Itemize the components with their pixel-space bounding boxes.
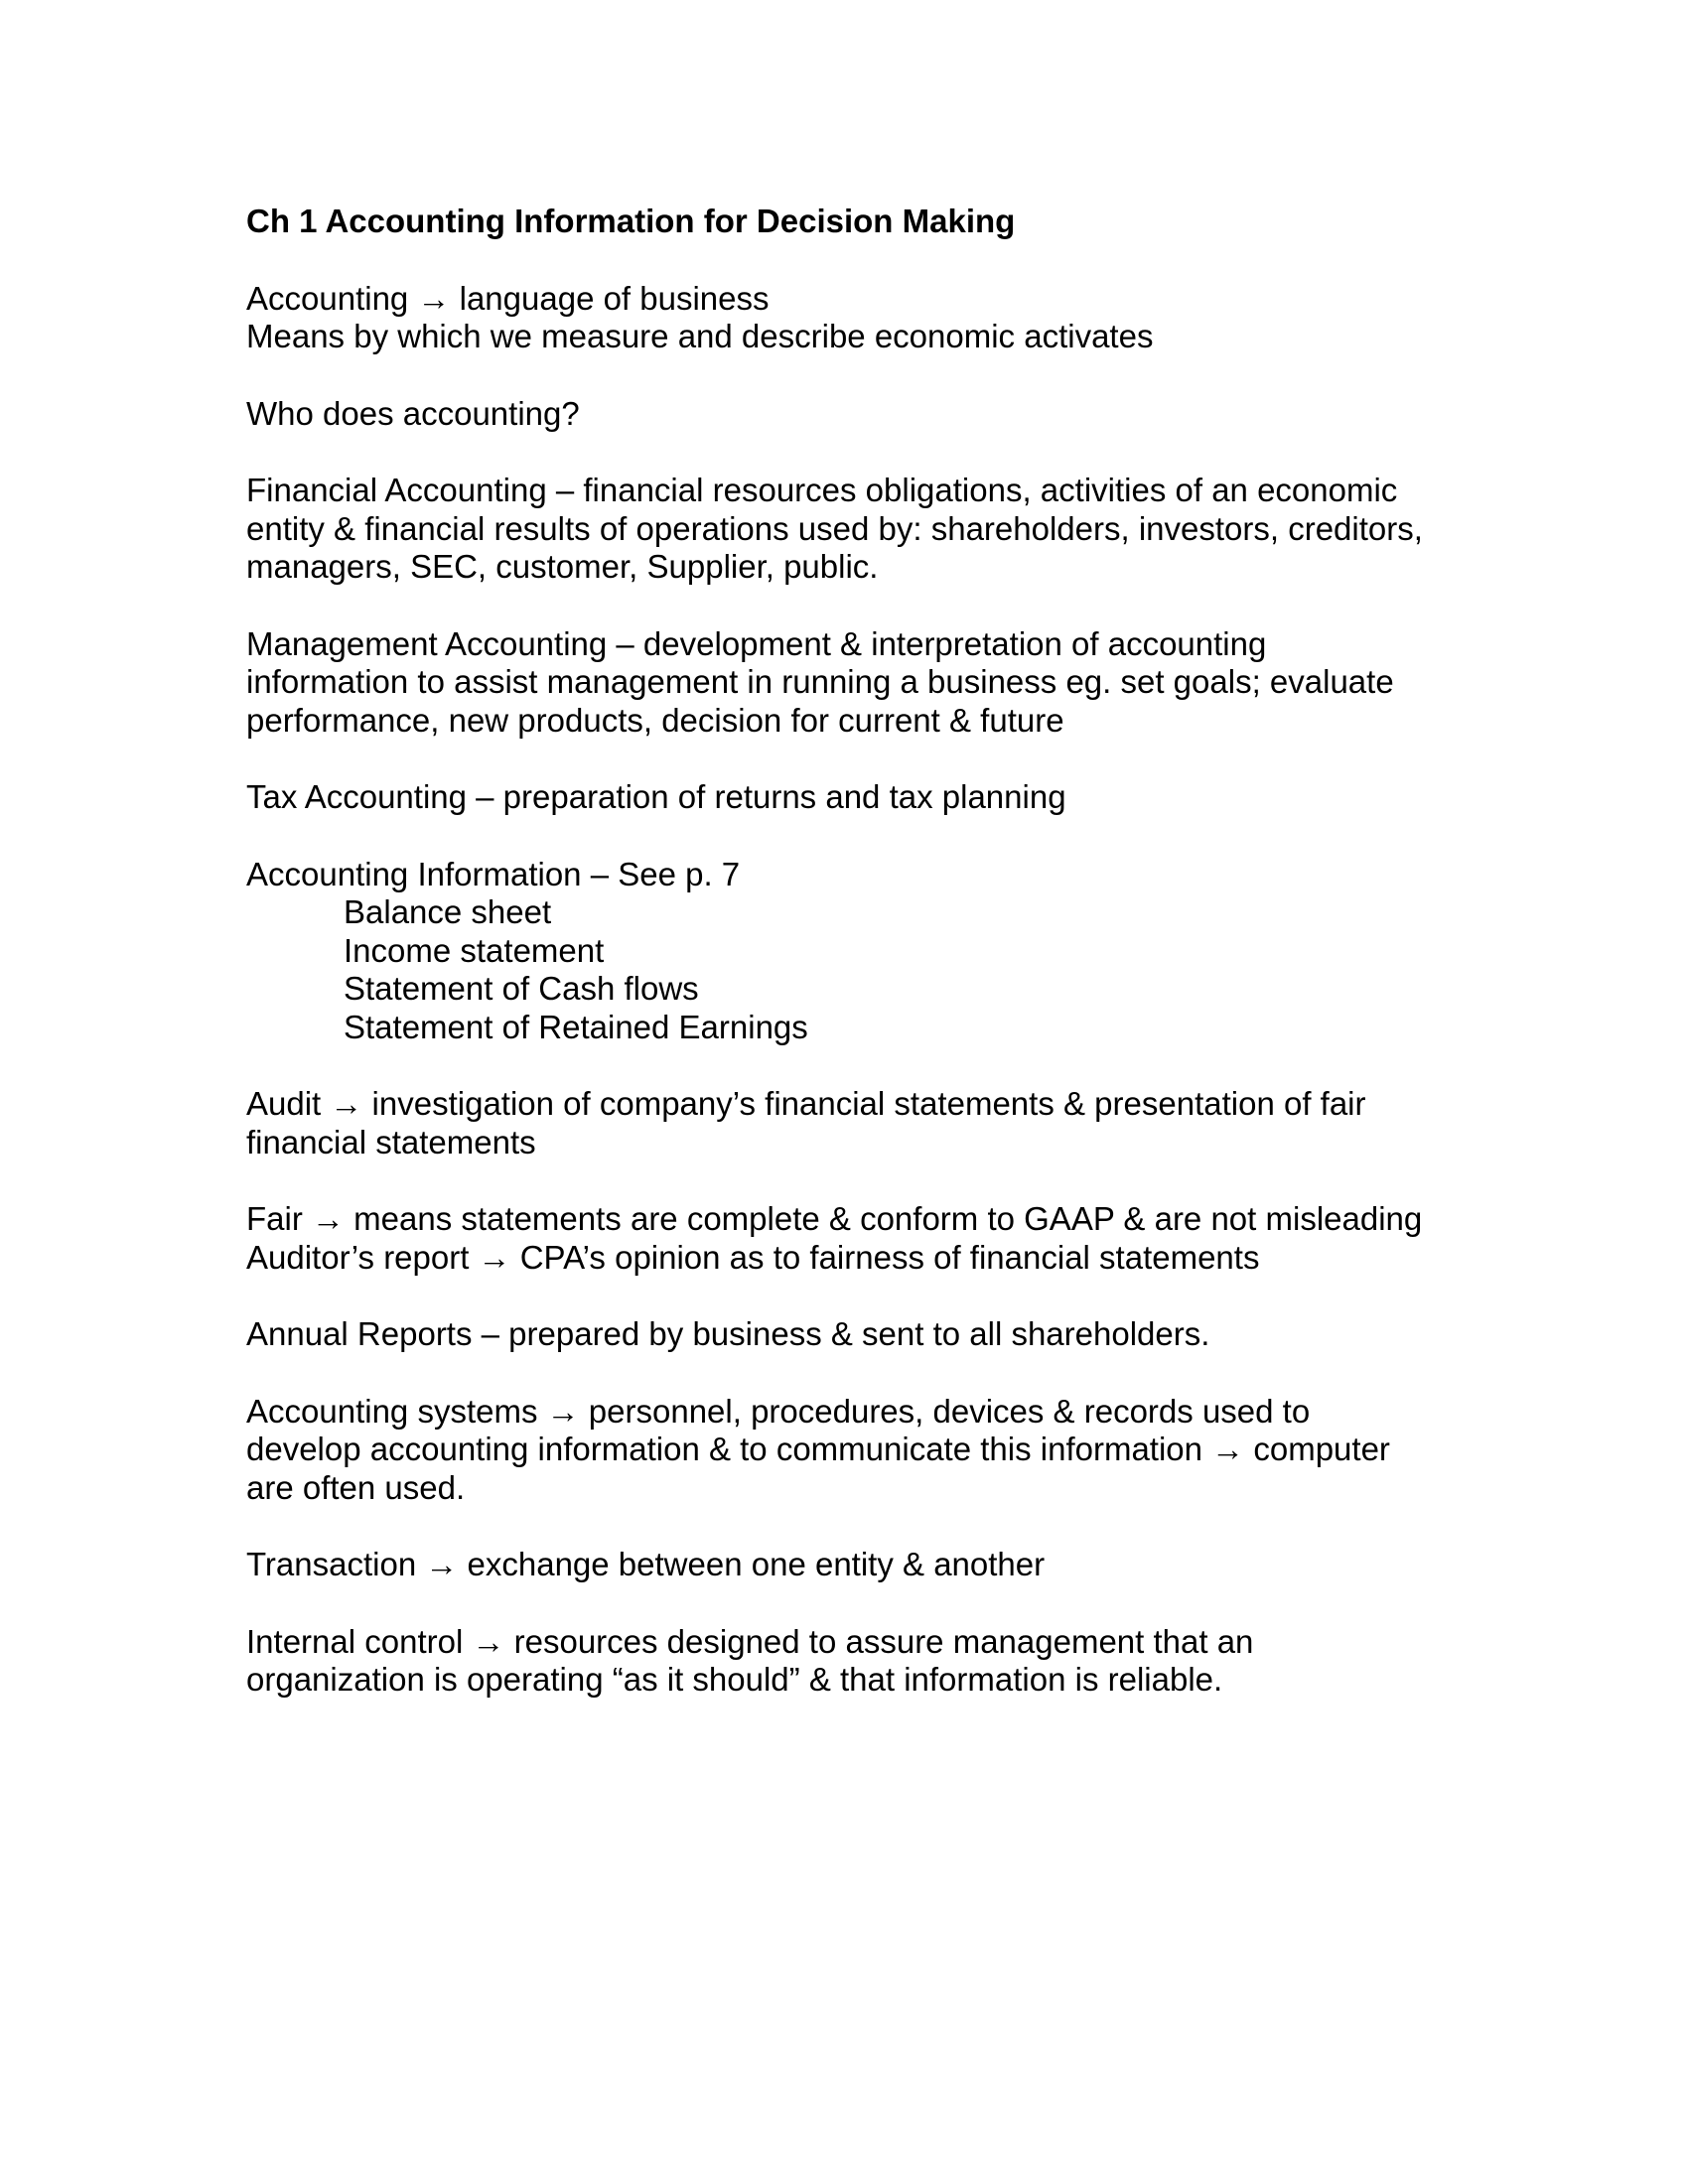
text-line: Means by which we measure and describe economic activates xyxy=(246,318,1154,354)
text-line: managers, SEC, customer, Supplier, public. xyxy=(246,548,879,585)
text-line: Management Accounting – development & interpretation of accounting xyxy=(246,624,1267,662)
text-line: performance, new products, decision for current & future xyxy=(246,701,1064,739)
document-content xyxy=(246,203,1537,1700)
para-who-does-accounting xyxy=(246,395,1537,434)
text-line: organization is operating “as it should” & that information is reliable. xyxy=(246,1661,1223,1698)
list-item: Balance sheet xyxy=(344,893,552,930)
text-line: Transaction → exchange between one entity & another xyxy=(246,1546,1046,1582)
list-item: Statement of Cash flows xyxy=(344,970,699,1007)
text-line: entity & financial results of operations used by: shareholders, investors, creditors, xyxy=(246,509,1423,547)
para-accounting-definition xyxy=(246,280,1537,356)
para-internal-control xyxy=(246,1623,1537,1700)
para-management-accounting xyxy=(246,625,1537,741)
para-accounting-information xyxy=(246,856,1537,1047)
text-line: Who does accounting? xyxy=(246,394,580,432)
text-line: Internal control → resources designed to assure management that an xyxy=(246,1622,1254,1660)
para-fair-auditors-report xyxy=(246,1200,1537,1277)
text-line: Auditor’s report → CPA’s opinion as to fairness of financial statements xyxy=(246,1238,1260,1276)
text-line: Tax Accounting – preparation of returns and tax planning xyxy=(246,778,1066,815)
text-line: Fair → means statements are complete & conform to GAAP & are not misleading xyxy=(246,1200,1423,1237)
list-item: Statement of Retained Earnings xyxy=(344,1008,808,1045)
document-title: Ch 1 Accounting Information for Decision Making xyxy=(246,203,1016,239)
text-line: Audit → investigation of company’s financial statements & presentation of fair xyxy=(246,1085,1366,1122)
text-line: financial statements xyxy=(246,1123,536,1160)
text-line: Accounting systems → personnel, procedures, devices & records used to xyxy=(246,1392,1311,1430)
text-line: Accounting Information – See p. 7 xyxy=(246,855,741,892)
text-line: information to assist management in running a business eg. set goals; evaluate xyxy=(246,663,1394,700)
para-accounting-systems xyxy=(246,1393,1537,1508)
para-transaction xyxy=(246,1546,1537,1584)
para-audit xyxy=(246,1085,1537,1161)
text-line: are often used. xyxy=(246,1468,466,1506)
text-line: Annual Reports – prepared by business & sent to all shareholders. xyxy=(246,1315,1210,1352)
list-item: Income statement xyxy=(344,931,605,969)
text-line: Financial Accounting – financial resources obligations, activities of an economic xyxy=(246,472,1398,508)
text-line: develop accounting information & to communicate this information → computer xyxy=(246,1431,1390,1467)
para-financial-accounting xyxy=(246,472,1537,587)
para-tax-accounting xyxy=(246,778,1537,817)
para-annual-reports xyxy=(246,1315,1537,1354)
text-line: Accounting → language of business xyxy=(246,279,770,317)
